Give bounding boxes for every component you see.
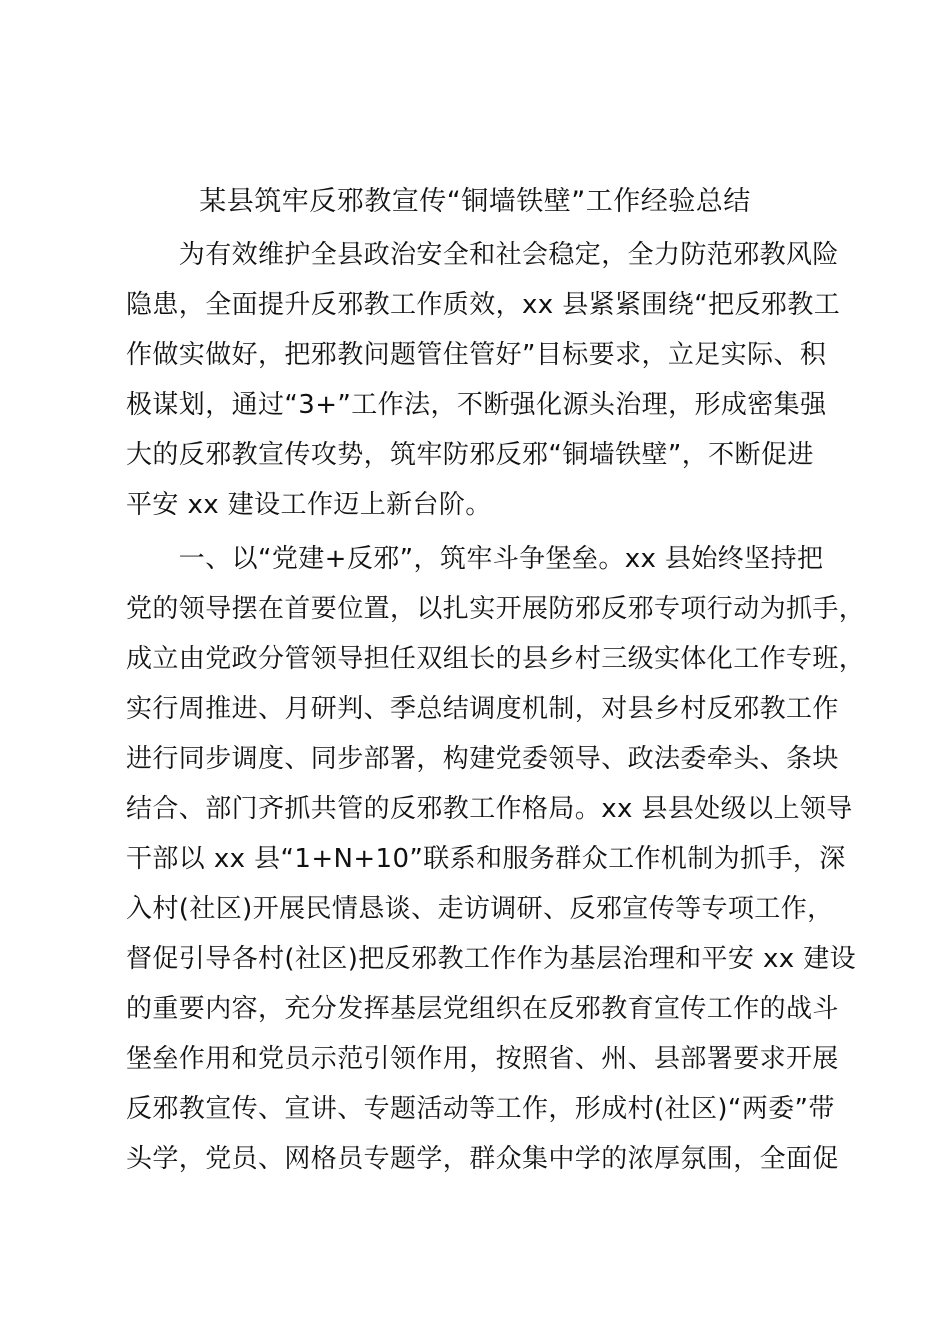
paragraph-intro	[126, 230, 841, 530]
text-line: 督促引导各村(社区)把反邪教工作作为基层治理和平安 xx 建设	[126, 944, 856, 974]
text-line: 平安 xx 建设工作迈上新台阶。	[126, 490, 492, 520]
text-line: 作做实做好，把邪教问题管住管好”目标要求，立足实际、积	[126, 340, 827, 370]
text-line: 一、以“党建+反邪”，筑牢斗争堡垒。xx 县始终坚持把	[126, 544, 824, 574]
text-line: 入村(社区)开展民情恳谈、走访调研、反邪宣传等专项工作，	[126, 894, 834, 924]
text-line: 实行周推进、月研判、季总结调度机制，对县乡村反邪教工作	[126, 694, 839, 724]
text-line: 的重要内容，充分发挥基层党组织在反邪教育宣传工作的战斗	[126, 994, 839, 1024]
text-line: 大的反邪教宣传攻势，筑牢防邪反邪“铜墙铁壁”，不断促进	[126, 440, 814, 470]
text-line: 结合、部门齐抓共管的反邪教工作格局。xx 县县处级以上领导	[126, 794, 853, 824]
text-line: 党的领导摆在首要位置，以扎实开展防邪反邪专项行动为抓手，	[126, 594, 866, 624]
text-line: 极谋划，通过“3+”工作法，不断强化源头治理，形成密集强	[126, 390, 827, 420]
document-body	[126, 230, 866, 1184]
text-line: 为有效维护全县政治安全和社会稳定，全力防范邪教风险	[126, 240, 839, 270]
text-line: 成立由党政分管领导担任双组长的县乡村三级实体化工作专班，	[126, 644, 866, 674]
text-line: 进行同步调度、同步部署，构建党委领导、政法委牵头、条块	[126, 744, 839, 774]
text-line: 头学，党员、网格员专题学，群众集中学的浓厚氛围，全面促	[126, 1144, 839, 1174]
text-line: 隐患，全面提升反邪教工作质效，xx 县紧紧围绕“把反邪教工	[126, 290, 841, 320]
text-line: 干部以 xx 县“1+N+10”联系和服务群众工作机制为抓手，深	[126, 844, 846, 874]
text-line: 反邪教宣传、宣讲、专题活动等工作，形成村(社区)“两委”带	[126, 1094, 835, 1124]
text-line: 堡垒作用和党员示范引领作用，按照省、州、县部署要求开展	[126, 1044, 839, 1074]
document-title: 某县筑牢反邪教宣传“铜墙铁壁”工作经验总结	[199, 186, 751, 217]
paragraph-section-one	[126, 534, 866, 1184]
